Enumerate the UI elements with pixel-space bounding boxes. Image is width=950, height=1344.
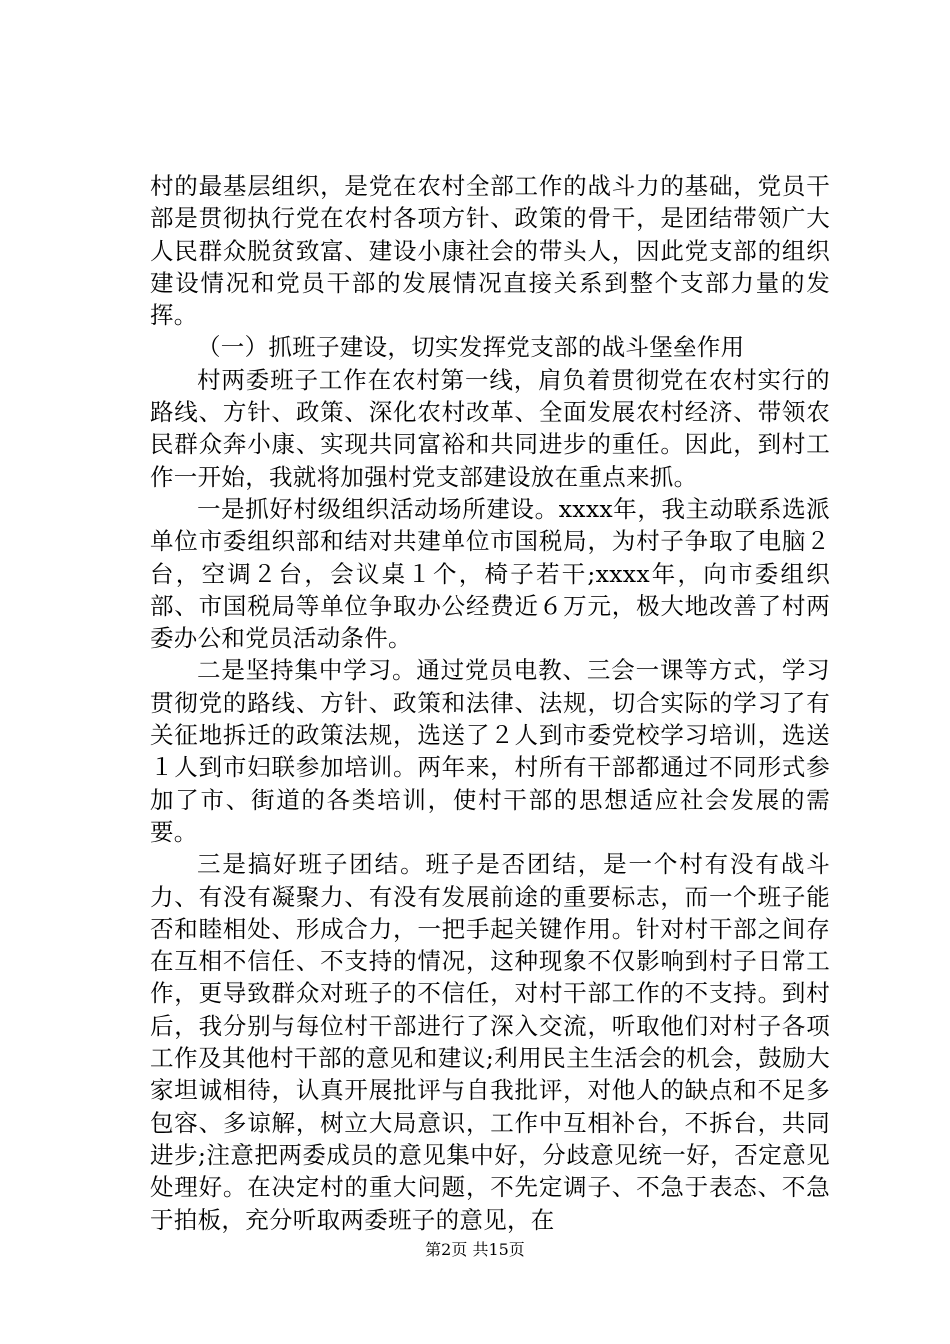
paragraph-4: 二是坚持集中学习。通过党员电教、三会一课等方式，学习贯彻党的路线、方针、政策和法律、法规，切合实际的学习了有关征地拆迁的政策法规，选送了２人到市委党校学习培训，选送１人到市妇联参加培训。两年来，村所有干部都通过不同形式参加了市、街道的各类培训，使村干部的思想适应社会发展的需要。 [150,656,830,846]
document-body [150,170,830,1236]
page-footer: 第2页 共15页 [425,1240,525,1259]
paragraph-5: 三是搞好班子团结。班子是否团结，是一个村有没有战斗力、有没有凝聚力、有没有发展前途的重要标志，而一个班子能否和睦相处、形成合力，一把手起关键作用。针对村干部之间存在互相不信任、不支持的情况，这种现象不仅影响到村子日常工作，更导致群众对班子的不信任，对村干部工作的不支持。到村后，我分别与每位村干部进行了深入交流，听取他们对村子各项工作及其他村干部的意见和建议;利用民主生活会的机会，鼓励大家坦诚相待，认真开展批评与自我批评，对他人的缺点和不足多包容、多谅解，树立大局意识，工作中互相补台，不拆台，共同进步;注意把两委成员的意见集中好，分歧意见统一好，否定意见处理好。在决定村的重大问题，不先定调子、不急于表态、不急于拍板，充分听取两委班子的意见，在 [150,850,830,1234]
paragraph-1: 村的最基层组织，是党在农村全部工作的战斗力的基础，党员干部是贯彻执行党在农村各项方针、政策的骨干，是团结带领广大人民群众脱贫致富、建设小康社会的带头人，因此党支部的组织建设情况和党员干部的发展情况直接关系到整个支部力量的发挥。 [150,172,830,330]
paragraph-2: 村两委班子工作在农村第一线，肩负着贯彻党在农村实行的路线、方针、政策、深化农村改革、全面发展农村经济、带领农民群众奔小康、实现共同富裕和共同进步的重任。因此，到村工作一开始，我就将加强村党支部建设放在重点来抓。 [150,365,830,491]
section-heading: （一）抓班子建设，切实发挥党支部的战斗堡垒作用 [197,333,745,362]
paragraph-3: 一是抓好村级组织活动场所建设。xxxx年，我主动联系选派单位市委组织部和结对共建单位市国税局，为村子争取了电脑２台，空调２台，会议桌１个，椅子若干;xxxx年，向市委组织部、市国税局等单位争取办公经费近６万元，极大地改善了村两委办公和党员活动条件。 [150,494,830,653]
